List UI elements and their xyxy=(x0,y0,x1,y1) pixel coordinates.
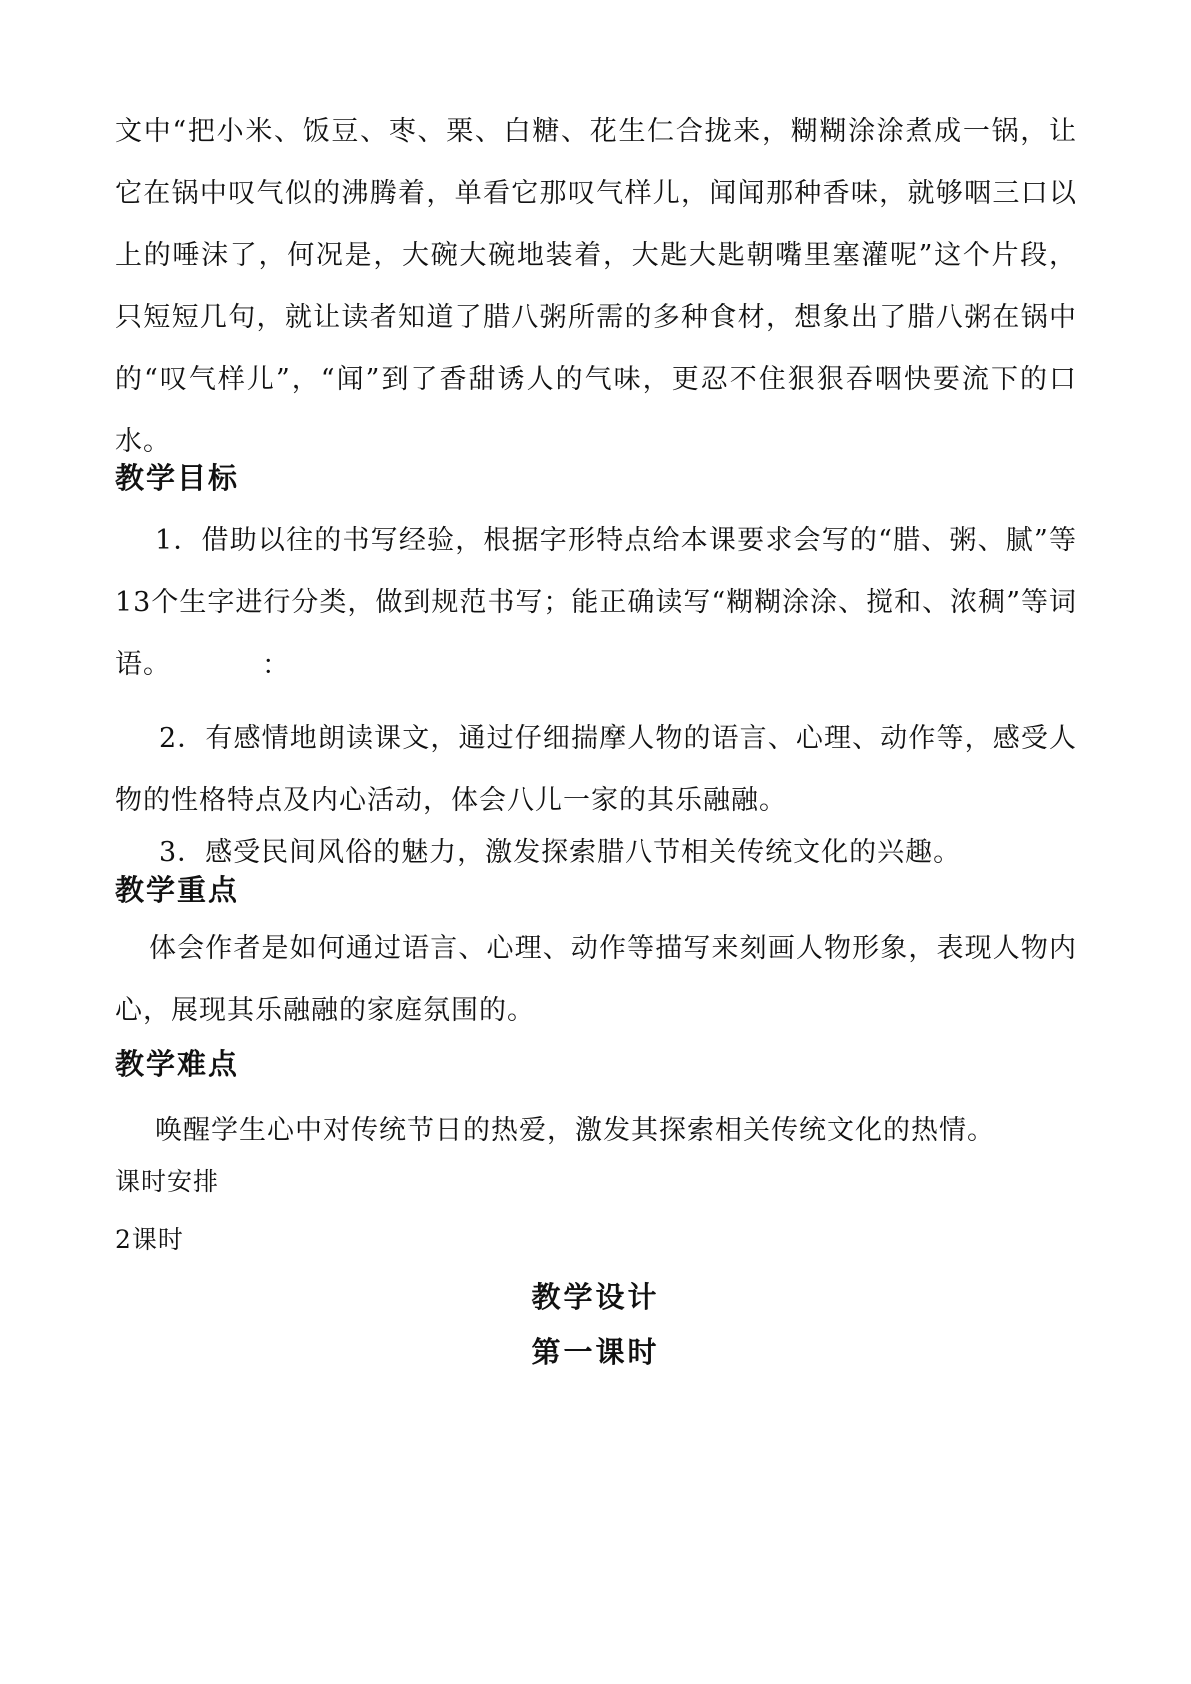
design-subtitle: 第一课时 xyxy=(531,1335,660,1369)
design-title: 教学设计 xyxy=(531,1280,660,1314)
objectives-heading: 教学目标 xyxy=(115,461,240,495)
objective-item-1: 1．借助以往的书写经验，根据字形特点给本课要求会写的“腊、粥、腻”等13个生字进行分类，做到规范书写；能正确读写“糊糊涂涂、搅和、浓稠”等词语。 xyxy=(115,525,1077,680)
schedule-value: 2课时 xyxy=(115,1225,184,1254)
difficulties-heading: 教学难点 xyxy=(115,1047,240,1081)
objective-item-3: 3．感受民间风俗的魅力，激发探索腊八节相关传统文化的兴趣。 xyxy=(159,837,962,868)
key-points-text: 体会作者是如何通过语言、心理、动作等描写来刻画人物形象，表现人物内心，展现其乐融融的家庭氛围的。 xyxy=(115,933,1077,1026)
schedule-heading: 课时安排 xyxy=(115,1167,220,1196)
difficulties-text: 唤醒学生心中对传统节日的热爱，激发其探索相关传统文化的热情。 xyxy=(155,1115,995,1146)
intro-paragraph: 文中“把小米、饭豆、枣、栗、白糖、花生仁合拢来，糊糊涂涂煮成一锅，让它在锅中叹气似的沸腾着，单看它那叹气样儿，闻闻那种香味，就够咽三口以上的唾沫了，何况是，大碗大碗地装着，大匙大匙朝嘴里塞灌呢”这个片段，只短短几句，就让读者知道了腊八粥所需的多种食材，想象出了腊八粥在锅中的“叹气样儿”，“闻”到了香甜诱人的气味，更忍不住狠狠吞咽快要流下的口水。 xyxy=(115,116,1077,457)
objective-item-1-mark: ： xyxy=(262,650,289,681)
key-points-heading: 教学重点 xyxy=(115,873,240,907)
objective-item-2: 2．有感情地朗读课文，通过仔细揣摩人物的语言、心理、动作等，感受人物的性格特点及内心活动，体会八儿一家的其乐融融。 xyxy=(115,723,1077,816)
